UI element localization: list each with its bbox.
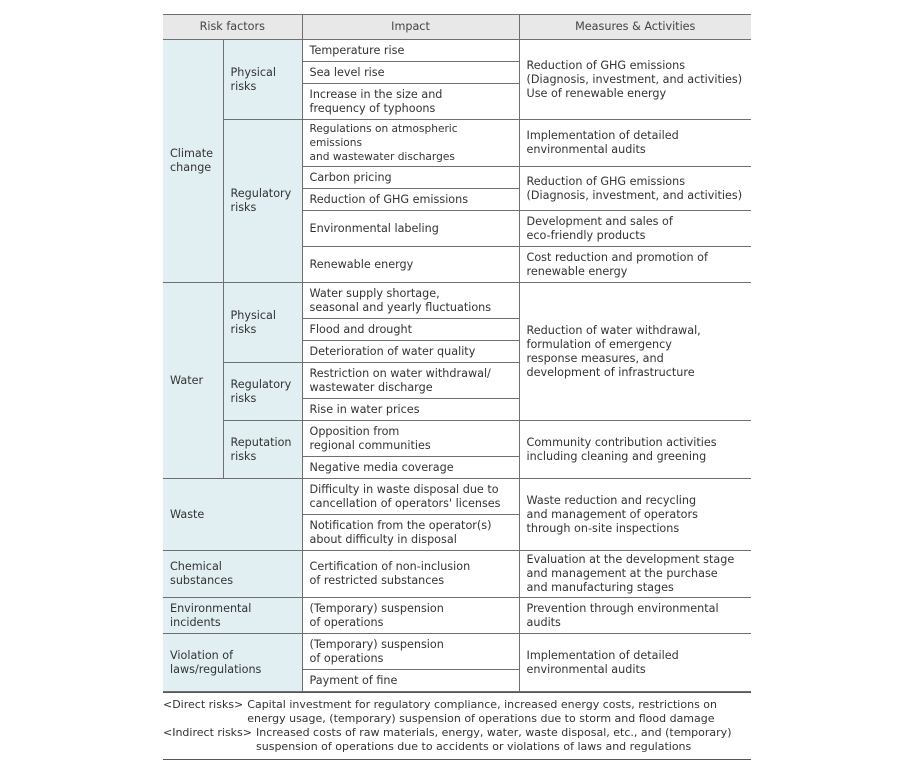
- category-environmental-incidents: Environmental incidents: [163, 598, 302, 634]
- measure-cell: Reduction of water withdrawal, formulation of emergency response measures, and development of infrastructure: [519, 283, 751, 421]
- impact-cell: Temperature rise: [302, 40, 519, 62]
- measure-cell: Community contribution activities including cleaning and greening: [519, 421, 751, 479]
- footnote-indirect-label: <Indirect risks>: [163, 726, 253, 739]
- measure-cell: Development and sales of eco-friendly products: [519, 211, 751, 247]
- impact-cell: Negative media coverage: [302, 457, 519, 479]
- impact-cell: Water supply shortage, seasonal and yearly fluctuations: [302, 283, 519, 319]
- impact-cell: Renewable energy: [302, 247, 519, 283]
- footnotes: [163, 692, 751, 760]
- measure-cell: Implementation of detailed environmental audits: [519, 634, 751, 692]
- impact-cell: Sea level rise: [302, 62, 519, 84]
- header-risk-factors: Risk factors: [163, 15, 302, 40]
- footnote-direct-risks: [163, 698, 751, 726]
- header-impact: Impact: [302, 15, 519, 40]
- impact-cell: Opposition from regional communities: [302, 421, 519, 457]
- subcategory-climate-physical: Physical risks: [223, 40, 302, 120]
- category-violation-of-laws: Violation of laws/regulations: [163, 634, 302, 692]
- impact-cell: Regulations on atmospheric emissions and wastewater discharges: [302, 120, 519, 167]
- measure-cell: Reduction of GHG emissions (Diagnosis, investment, and activities): [519, 167, 751, 211]
- impact-cell: (Temporary) suspension of operations: [302, 634, 519, 670]
- impact-cell: (Temporary) suspension of operations: [302, 598, 519, 634]
- footnote-indirect-text: Increased costs of raw materials, energy, water, waste disposal, etc., and (temporary) suspension of operations due to accidents or violations of laws and regulations: [256, 726, 732, 753]
- impact-cell: Flood and drought: [302, 319, 519, 341]
- category-waste: Waste: [163, 479, 302, 551]
- impact-cell: Notification from the operator(s) about difficulty in disposal: [302, 515, 519, 551]
- measure-cell: Prevention through environmental audits: [519, 598, 751, 634]
- subcategory-water-reputation: Reputation risks: [223, 421, 302, 479]
- category-climate-change: Climate change: [163, 40, 223, 283]
- category-chemical-substances: Chemical substances: [163, 551, 302, 598]
- measure-cell: Waste reduction and recycling and management of operators through on-site inspections: [519, 479, 751, 551]
- footnote-indirect-risks: [163, 726, 751, 754]
- risk-table-sheet: [163, 14, 751, 760]
- impact-cell: Increase in the size and frequency of typhoons: [302, 84, 519, 120]
- impact-cell: Difficulty in waste disposal due to cancellation of operators' licenses: [302, 479, 519, 515]
- measure-cell: Reduction of GHG emissions (Diagnosis, investment, and activities) Use of renewable energy: [519, 40, 751, 120]
- impact-cell: Reduction of GHG emissions: [302, 189, 519, 211]
- impact-cell: Carbon pricing: [302, 167, 519, 189]
- measure-cell: Evaluation at the development stage and management at the purchase and manufacturing stages: [519, 551, 751, 598]
- subcategory-water-regulatory: Regulatory risks: [223, 363, 302, 421]
- footnote-direct-label: <Direct risks>: [163, 698, 244, 711]
- impact-cell: Restriction on water withdrawal/ wastewater discharge: [302, 363, 519, 399]
- subcategory-climate-regulatory: Regulatory risks: [223, 120, 302, 283]
- risk-table: [163, 14, 751, 692]
- header-measures: Measures & Activities: [519, 15, 751, 40]
- measure-cell: Implementation of detailed environmental audits: [519, 120, 751, 167]
- impact-cell: Payment of fine: [302, 670, 519, 692]
- subcategory-water-physical: Physical risks: [223, 283, 302, 363]
- impact-cell: Rise in water prices: [302, 399, 519, 421]
- impact-cell: Certification of non-inclusion of restricted substances: [302, 551, 519, 598]
- impact-cell: Deterioration of water quality: [302, 341, 519, 363]
- measure-cell: Cost reduction and promotion of renewable energy: [519, 247, 751, 283]
- category-water: Water: [163, 283, 223, 479]
- footnote-direct-text: Capital investment for regulatory compliance, increased energy costs, restrictions on energy usage, (temporary) suspension of operations due to storm and flood damage: [247, 698, 717, 725]
- impact-cell: Environmental labeling: [302, 211, 519, 247]
